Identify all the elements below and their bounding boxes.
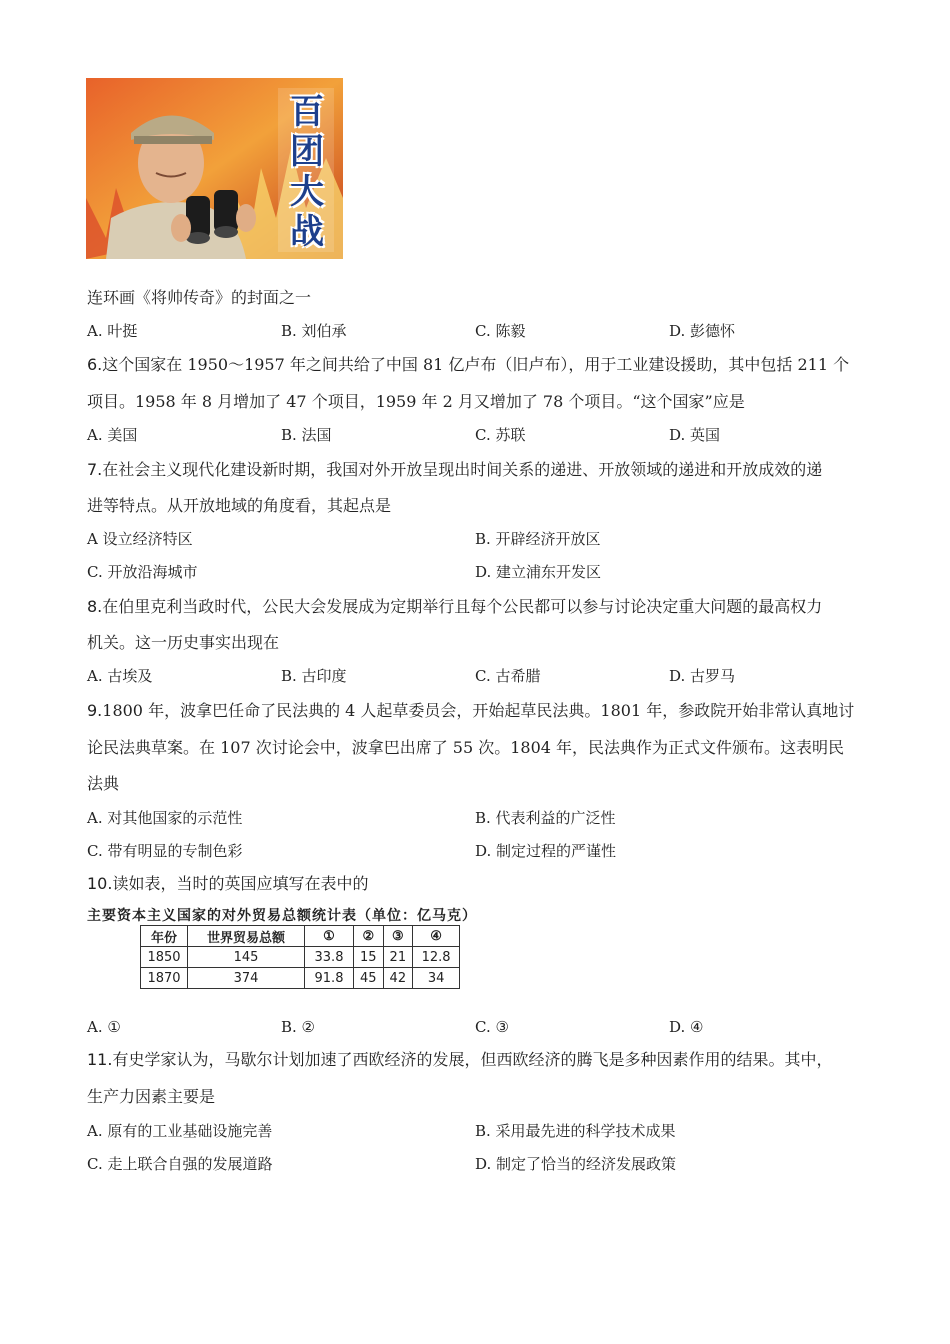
q7-option-c[interactable]: C. 开放沿海城市	[87, 563, 198, 581]
table-cell: 45	[354, 968, 384, 989]
q6-option-c[interactable]: C. 苏联	[475, 426, 526, 444]
q5-option-d[interactable]: D. 彭德怀	[669, 322, 736, 340]
cover-title-char: 百	[290, 92, 324, 132]
question-number: 11.	[87, 1050, 113, 1069]
q7-option-a[interactable]: A 设立经济特区	[87, 530, 193, 548]
q7-option-b[interactable]: B. 开辟经济开放区	[475, 530, 601, 548]
table-cell: 91.8	[305, 968, 354, 989]
q10-text: 读如表，当时的英国应填写在表中的	[112, 874, 369, 893]
table-header-cell: 世界贸易总额	[188, 926, 305, 947]
table-header-cell: ④	[413, 926, 460, 947]
table-cell: 21	[383, 947, 413, 968]
q6-stem-line1	[87, 355, 849, 375]
table-row	[141, 947, 460, 968]
question-number: 7.	[87, 460, 103, 479]
q8-option-c[interactable]: C. 古希腊	[475, 667, 541, 685]
table-cell: 145	[188, 947, 305, 968]
table-header-cell: ②	[354, 926, 384, 947]
table-cell: 1850	[141, 947, 188, 968]
q11-stem-line1	[87, 1050, 832, 1070]
q7-option-d[interactable]: D. 建立浦东开发区	[475, 563, 602, 581]
table-cell: 15	[354, 947, 384, 968]
q8-option-a[interactable]: A. 古埃及	[87, 667, 153, 685]
question-number: 8.	[87, 597, 103, 616]
q11-text: 有史学家认为，马歇尔计划加速了西欧经济的发展，但西欧经济的腾飞是多种因素作用的结果。其中，	[112, 1050, 833, 1069]
q9-option-b[interactable]: B. 代表利益的广泛性	[475, 809, 616, 827]
q8-text: 在伯里克利当政时代，公民大会发展成为定期举行且每个公民都可以参与讨论决定重大问题的最高权力	[102, 597, 823, 616]
table-header-cell: 年份	[141, 926, 188, 947]
table-cell: 33.8	[305, 947, 354, 968]
q9-option-c[interactable]: C. 带有明显的专制色彩	[87, 842, 243, 860]
comic-cover-image	[86, 78, 343, 259]
q10-option-c[interactable]: C. ③	[475, 1018, 509, 1036]
question-number: 9.	[87, 701, 103, 720]
q9-stem-line3: 法典	[87, 774, 120, 793]
q10-option-d[interactable]: D. ④	[669, 1018, 704, 1036]
q8-option-b[interactable]: B. 古印度	[281, 667, 347, 685]
q9-stem-line2: 论民法典草案。在 107 次讨论会中，波拿巴出席了 55 次。1804 年，民法典作为正式文件颁布。这表明民	[87, 738, 845, 757]
q6-stem-line2: 项目。1958 年 8 月增加了 47 个项目，1959 年 2 月又增加了 78 个项目。“这个国家”应是	[87, 392, 745, 411]
q11-option-d[interactable]: D. 制定了恰当的经济发展政策	[475, 1155, 677, 1173]
table-cell: 1870	[141, 968, 188, 989]
q11-option-c[interactable]: C. 走上联合自强的发展道路	[87, 1155, 273, 1173]
table-caption: 主要资本主义国家的对外贸易总额统计表（单位：亿马克）	[87, 908, 477, 924]
q9-option-a[interactable]: A. 对其他国家的示范性	[87, 809, 243, 827]
cover-title-char: 大	[290, 172, 324, 212]
q7-stem-line1	[87, 460, 822, 480]
q6-option-a[interactable]: A. 美国	[87, 426, 138, 444]
table-cell: 374	[188, 968, 305, 989]
cover-title-char: 战	[290, 212, 324, 252]
q6-option-b[interactable]: B. 法国	[281, 426, 332, 444]
table-header-cell: ③	[383, 926, 413, 947]
q10-option-a[interactable]: A. ①	[87, 1018, 121, 1036]
q7-text: 在社会主义现代化建设新时期，我国对外开放呈现出时间关系的递进、开放领域的递进和开放成效的递	[102, 460, 823, 479]
q8-option-d[interactable]: D. 古罗马	[669, 667, 736, 685]
table-header-row	[141, 926, 460, 947]
q10-stem-line1	[87, 874, 368, 894]
table-cell: 12.8	[413, 947, 460, 968]
q6-text: 这个国家在 1950～1957 年之间共给了中国 81 亿卢布（旧卢布），用于工业建设援助，其中包括 211 个	[102, 355, 850, 374]
q5-option-b[interactable]: B. 刘伯承	[281, 322, 347, 340]
q5-option-a[interactable]: A. 叶挺	[87, 322, 138, 340]
q9-text: 1800 年，波拿巴任命了民法典的 4 人起草委员会，开始起草民法典。1801 年，参政院开始非常认真地讨	[102, 701, 855, 720]
table-cell: 34	[413, 968, 460, 989]
q11-option-b[interactable]: B. 采用最先进的科学技术成果	[475, 1122, 676, 1140]
q7-stem-line2: 进等特点。从开放地域的角度看，其起点是	[87, 496, 392, 515]
q9-stem-line1	[87, 701, 854, 721]
cover-title-char: 团	[290, 132, 324, 172]
table-header-cell: ①	[305, 926, 354, 947]
q5-option-c[interactable]: C. 陈毅	[475, 322, 526, 340]
cover-title	[282, 92, 332, 252]
q10-option-b[interactable]: B. ②	[281, 1018, 316, 1036]
question-number: 6.	[87, 355, 103, 374]
image-caption: 连环画《将帅传奇》的封面之一	[87, 288, 312, 307]
trade-table	[140, 925, 460, 989]
q11-stem-line2: 生产力因素主要是	[87, 1087, 216, 1106]
table-cell: 42	[383, 968, 413, 989]
q6-option-d[interactable]: D. 英国	[669, 426, 721, 444]
table-row	[141, 968, 460, 989]
q9-option-d[interactable]: D. 制定过程的严谨性	[475, 842, 617, 860]
question-number: 10.	[87, 874, 113, 893]
q8-stem-line1	[87, 597, 822, 617]
q8-stem-line2: 机关。这一历史事实出现在	[87, 633, 280, 652]
q11-option-a[interactable]: A. 原有的工业基础设施完善	[87, 1122, 273, 1140]
